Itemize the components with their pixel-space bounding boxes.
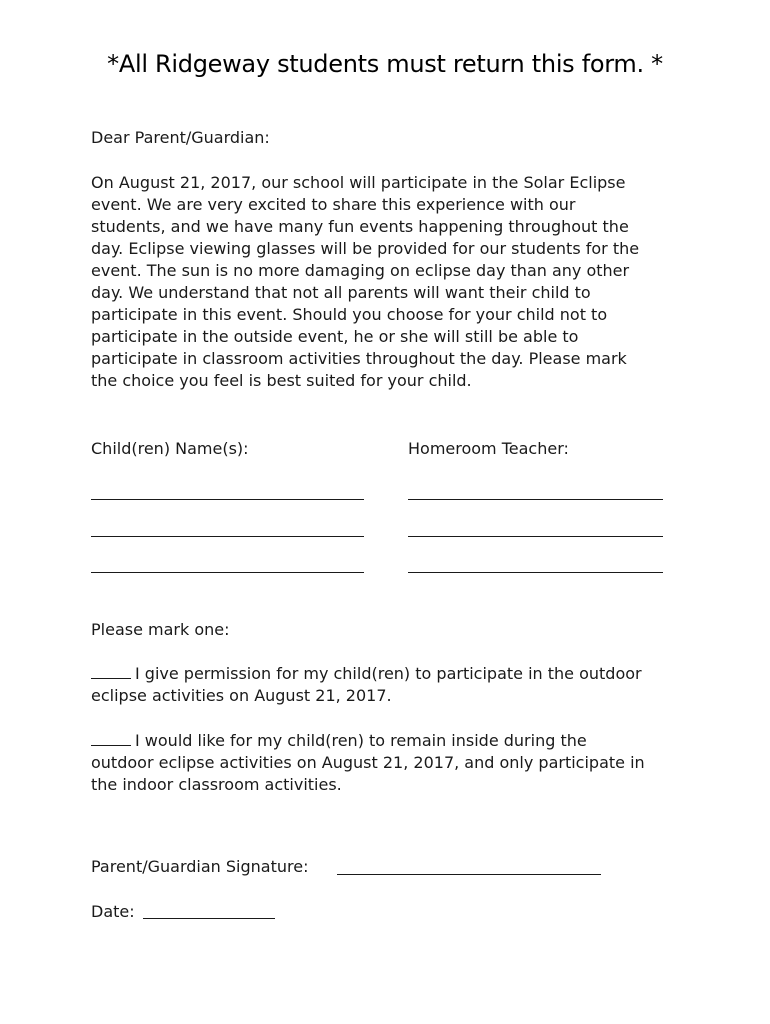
option-permission-line-1 bbox=[91, 663, 642, 685]
option-inside-line-1 bbox=[91, 730, 587, 752]
child-names-label: Child(ren) Name(s): bbox=[91, 439, 249, 458]
body-line: students, and we have many fun events happening throughout the bbox=[91, 217, 629, 236]
option-inside-mark-field[interactable] bbox=[91, 730, 131, 746]
salutation: Dear Parent/Guardian: bbox=[91, 128, 270, 147]
option-permission-mark-field[interactable] bbox=[91, 663, 131, 679]
teacher-field-1[interactable] bbox=[408, 499, 663, 500]
homeroom-teacher-label: Homeroom Teacher: bbox=[408, 439, 569, 458]
body-line: day. We understand that not all parents will want their child to bbox=[91, 283, 591, 302]
date-label: Date: bbox=[91, 902, 135, 921]
option-inside-text: I would like for my child(ren) to remain inside during the bbox=[135, 731, 587, 750]
body-line: participate in the outside event, he or she will still be able to bbox=[91, 327, 579, 346]
child-name-field-1[interactable] bbox=[91, 499, 364, 500]
child-name-field-2[interactable] bbox=[91, 536, 364, 537]
option-inside-line-3: the indoor classroom activities. bbox=[91, 775, 342, 794]
body-line: the choice you feel is best suited for your child. bbox=[91, 371, 472, 390]
option-permission-text: I give permission for my child(ren) to participate in the outdoor bbox=[135, 664, 642, 683]
signature-field[interactable] bbox=[337, 874, 601, 875]
teacher-field-2[interactable] bbox=[408, 536, 663, 537]
option-inside-line-2: outdoor eclipse activities on August 21, 2017, and only participate in bbox=[91, 753, 645, 772]
date-field[interactable] bbox=[143, 918, 275, 919]
child-name-field-3[interactable] bbox=[91, 572, 364, 573]
form-title: *All Ridgeway students must return this form. * bbox=[107, 50, 663, 78]
body-line: event. The sun is no more damaging on eclipse day than any other bbox=[91, 261, 630, 280]
mark-one-label: Please mark one: bbox=[91, 620, 230, 639]
option-permission-line-2: eclipse activities on August 21, 2017. bbox=[91, 686, 392, 705]
body-line: On August 21, 2017, our school will participate in the Solar Eclipse bbox=[91, 173, 626, 192]
body-line: participate in this event. Should you choose for your child not to bbox=[91, 305, 608, 324]
body-line: participate in classroom activities throughout the day. Please mark bbox=[91, 349, 627, 368]
signature-label: Parent/Guardian Signature: bbox=[91, 857, 309, 876]
body-line: event. We are very excited to share this experience with our bbox=[91, 195, 576, 214]
teacher-field-3[interactable] bbox=[408, 572, 663, 573]
body-line: day. Eclipse viewing glasses will be provided for our students for the bbox=[91, 239, 640, 258]
